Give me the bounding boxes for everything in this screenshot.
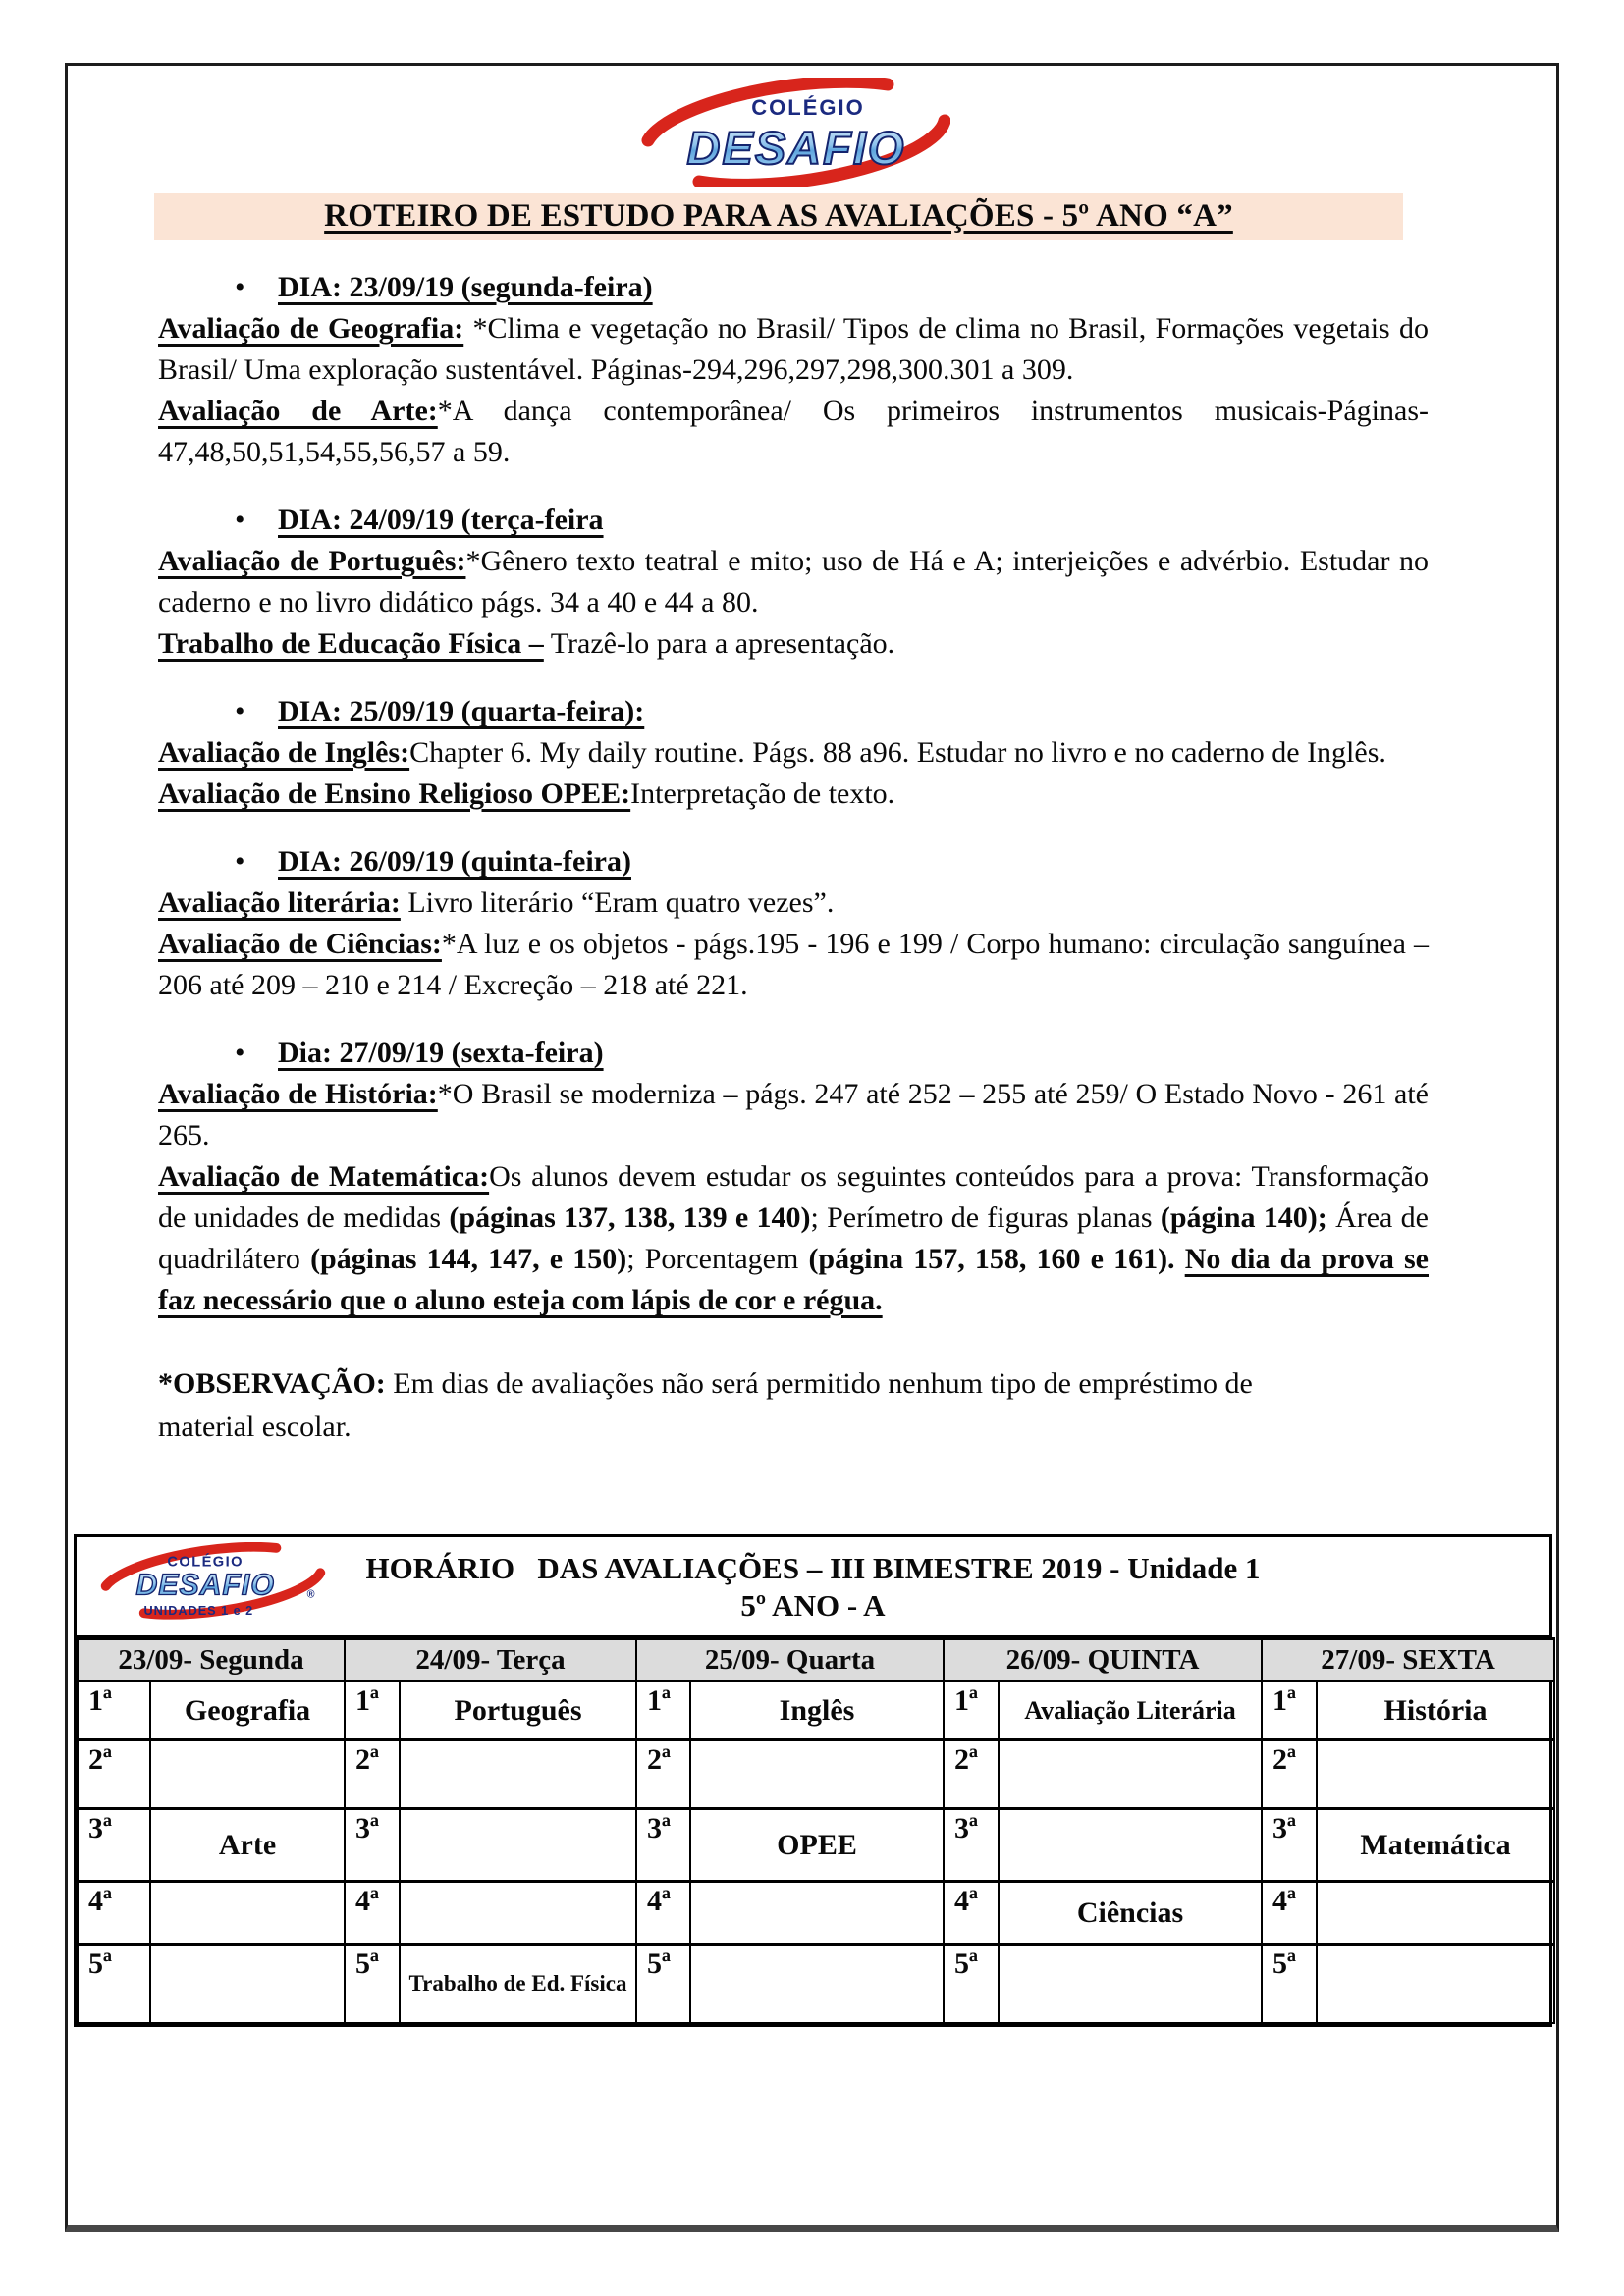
subject-cell	[999, 1740, 1262, 1809]
bullet-icon	[235, 500, 278, 541]
subject-cell	[1317, 1945, 1554, 2023]
section-day-4	[158, 841, 1429, 1006]
section-day-3	[158, 691, 1429, 815]
period-cell: 5ª	[1262, 1945, 1317, 2023]
subject-cell: Avaliação Literária	[999, 1682, 1262, 1740]
table-row	[78, 1682, 1554, 1740]
bullet-icon	[235, 267, 278, 308]
section-heading: DIA: 26/09/19 (quinta-feira)	[278, 845, 631, 878]
period-cell: 4ª	[1262, 1882, 1317, 1945]
exam-text: *A luz e os objetos - págs.195 - 196 e 199 / Corpo humano: circulação sanguínea – 206 até 209 – 210 e 214 / Excreção – 218 até 221.	[158, 928, 1429, 1001]
subject-cell: Inglês	[690, 1682, 944, 1740]
bullet-icon	[235, 841, 278, 882]
period-cell: 5ª	[78, 1945, 150, 2023]
day-header-cell: 26/09- QUINTA	[944, 1639, 1262, 1682]
period-cell: 2ª	[944, 1740, 999, 1809]
exam-text: Livro literário “Eram quatro vezes”.	[400, 886, 835, 919]
table-row	[78, 1882, 1554, 1945]
title-bar	[154, 193, 1403, 240]
period-cell: 5ª	[345, 1945, 400, 2023]
schedule-title: HORÁRIO DAS AVALIAÇÕES – III BIMESTRE 2019 - Unidade 1	[365, 1551, 1261, 1585]
exam-label: Avaliação de Ensino Religioso OPEE:	[158, 777, 631, 810]
period-cell: 4ª	[944, 1882, 999, 1945]
section-heading: Dia: 27/09/19 (sexta-feira)	[278, 1037, 604, 1069]
bullet-icon	[235, 1033, 278, 1074]
exam-label: Avaliação literária:	[158, 886, 401, 919]
exam-item	[158, 1074, 1429, 1156]
page-border-frame	[65, 63, 1559, 2232]
colegio-desafio-logo	[636, 78, 950, 187]
day-header-row	[78, 1639, 1554, 1682]
schedule-header	[77, 1537, 1549, 1637]
day-header-cell: 27/09- SEXTA	[1262, 1639, 1554, 1682]
exam-item	[158, 623, 1429, 665]
subject-cell	[400, 1740, 636, 1809]
exam-label: Avaliação de Português:	[158, 545, 466, 577]
table-row	[78, 1809, 1554, 1882]
exam-text: Chapter 6. My daily routine. Págs. 88 a96. Estudar no livro e no caderno de Inglês.	[409, 736, 1386, 769]
period-cell: 2ª	[78, 1740, 150, 1809]
day-header-cell: 25/09- Quarta	[636, 1639, 944, 1682]
subject-cell	[400, 1882, 636, 1945]
exam-label: Avaliação de Geografia:	[158, 312, 464, 345]
logo-unidades-text: UNIDADES 1 e 2	[143, 1604, 254, 1619]
period-cell: 1ª	[78, 1682, 150, 1740]
period-cell: 2ª	[636, 1740, 690, 1809]
study-sections	[158, 267, 1429, 1321]
period-cell: 3ª	[1262, 1809, 1317, 1882]
exam-text: *Gênero texto teatral e mito; uso de Há e A; interjeições e advérbio. Estudar no caderno e no livro didático págs. 34 a 40 e 44 a 80.	[158, 545, 1430, 618]
exam-item	[158, 924, 1429, 1006]
schedule-subtitle: 5º ANO - A	[740, 1588, 886, 1623]
schedule-logo-wrap	[96, 1542, 330, 1623]
period-cell: 2ª	[345, 1740, 400, 1809]
subject-cell: Matemática	[1317, 1809, 1554, 1882]
subject-cell: Ciências	[999, 1882, 1262, 1945]
exam-text: Os alunos devem estudar os seguintes conteúdos para a prova: Transformação de unidades de medidas (páginas 137, 138, 139 e 140); Perímetro de figuras planas (página 140); Área de quadrilátero (páginas 144, 147, e 150); Porcentagem (página 157, 158, 160 e 161). No dia da prova se faz necessário que o aluno esteja com lápis de cor e régua.	[158, 1160, 1429, 1316]
period-cell: 3ª	[636, 1809, 690, 1882]
subject-cell	[400, 1809, 636, 1882]
page-content	[68, 78, 1556, 1448]
exam-item	[158, 732, 1429, 774]
exam-item	[158, 541, 1429, 623]
subject-cell	[690, 1882, 944, 1945]
logo-registered-icon: ®	[306, 1588, 315, 1601]
subject-cell: Trabalho de Ed. Física	[400, 1945, 636, 2023]
colegio-desafio-logo-small	[96, 1542, 330, 1623]
period-cell: 1ª	[944, 1682, 999, 1740]
subject-cell	[150, 1882, 345, 1945]
day-header-cell: 24/09- Terça	[345, 1639, 636, 1682]
day-header-cell: 23/09- Segunda	[78, 1639, 345, 1682]
subject-cell	[150, 1945, 345, 2023]
exam-label: Avaliação de Ciências:	[158, 928, 442, 960]
period-cell: 5ª	[944, 1945, 999, 2023]
period-cell: 3ª	[944, 1809, 999, 1882]
section-heading: DIA: 25/09/19 (quarta-feira):	[278, 695, 645, 727]
exam-text: *Clima e vegetação no Brasil/ Tipos de clima no Brasil, Formações vegetais do Brasil/ Uma exploração sustentável. Páginas-294,296,297,298,300.301 a 309.	[158, 312, 1429, 386]
exam-text: Trazê-lo para a apresentação.	[543, 627, 895, 660]
period-cell: 1ª	[345, 1682, 400, 1740]
logo-desafio-text: DESAFIO	[686, 122, 906, 174]
subject-cell: Português	[400, 1682, 636, 1740]
exam-label: Avaliação de História:	[158, 1078, 438, 1110]
subject-cell	[999, 1809, 1262, 1882]
table-row	[78, 1740, 1554, 1809]
section-heading: DIA: 24/09/19 (terça-feira	[278, 504, 604, 536]
period-cell: 2ª	[1262, 1740, 1317, 1809]
bullet-icon	[235, 691, 278, 732]
exam-text: *O Brasil se moderniza – págs. 247 até 252 – 255 até 259/ O Estado Novo - 261 até 265.	[158, 1078, 1429, 1151]
section-day-5	[158, 1033, 1429, 1321]
subject-cell: Arte	[150, 1809, 345, 1882]
subject-cell	[1317, 1740, 1554, 1809]
subject-cell: OPEE	[690, 1809, 944, 1882]
subject-cell	[1317, 1882, 1554, 1945]
page-title: ROTEIRO DE ESTUDO PARA AS AVALIAÇÕES - 5º ANO “A”	[324, 198, 1233, 234]
logo-desafio-text: DESAFIO	[135, 1569, 275, 1602]
exam-label: Avaliação de Matemática:	[158, 1160, 490, 1193]
subject-cell	[690, 1740, 944, 1809]
exam-label: Avaliação de Arte:	[158, 395, 438, 427]
table-row	[78, 1945, 1554, 2023]
subject-cell	[690, 1945, 944, 2023]
exam-item	[158, 1156, 1429, 1321]
subject-cell: História	[1317, 1682, 1554, 1740]
period-cell: 4ª	[345, 1882, 400, 1945]
section-day-1	[158, 267, 1429, 473]
period-cell: 4ª	[636, 1882, 690, 1945]
exam-item	[158, 774, 1429, 815]
exam-label: Avaliação de Inglês:	[158, 736, 410, 769]
period-cell: 1ª	[636, 1682, 690, 1740]
subject-cell: Geografia	[150, 1682, 345, 1740]
period-cell: 1ª	[1262, 1682, 1317, 1740]
period-cell: 3ª	[345, 1809, 400, 1882]
exam-item	[158, 308, 1429, 391]
schedule-table	[77, 1637, 1555, 2024]
section-day-2	[158, 500, 1429, 665]
period-cell: 4ª	[78, 1882, 150, 1945]
exam-text: Interpretação de texto.	[630, 777, 895, 810]
subject-cell	[999, 1945, 1262, 2023]
section-heading: DIA: 23/09/19 (segunda-feira)	[278, 271, 653, 303]
logo-colegio-text: COLÉGIO	[167, 1554, 244, 1571]
observation-note: *OBSERVAÇÃO: Em dias de avaliações não será permitido nenhum tipo de empréstimo de material escolar.	[158, 1367, 1253, 1443]
exam-item	[158, 882, 1429, 924]
period-cell: 3ª	[78, 1809, 150, 1882]
schedule	[74, 1534, 1552, 2027]
exam-label: Trabalho de Educação Física –	[158, 627, 544, 660]
period-cell: 5ª	[636, 1945, 690, 2023]
exam-text: *A dança contemporânea/ Os primeiros instrumentos musicais-Páginas-47,48,50,51,54,55,56,57 a 59.	[158, 395, 1429, 468]
subject-cell	[150, 1740, 345, 1809]
logo-colegio-text: COLÉGIO	[751, 95, 865, 120]
exam-item	[158, 391, 1429, 473]
